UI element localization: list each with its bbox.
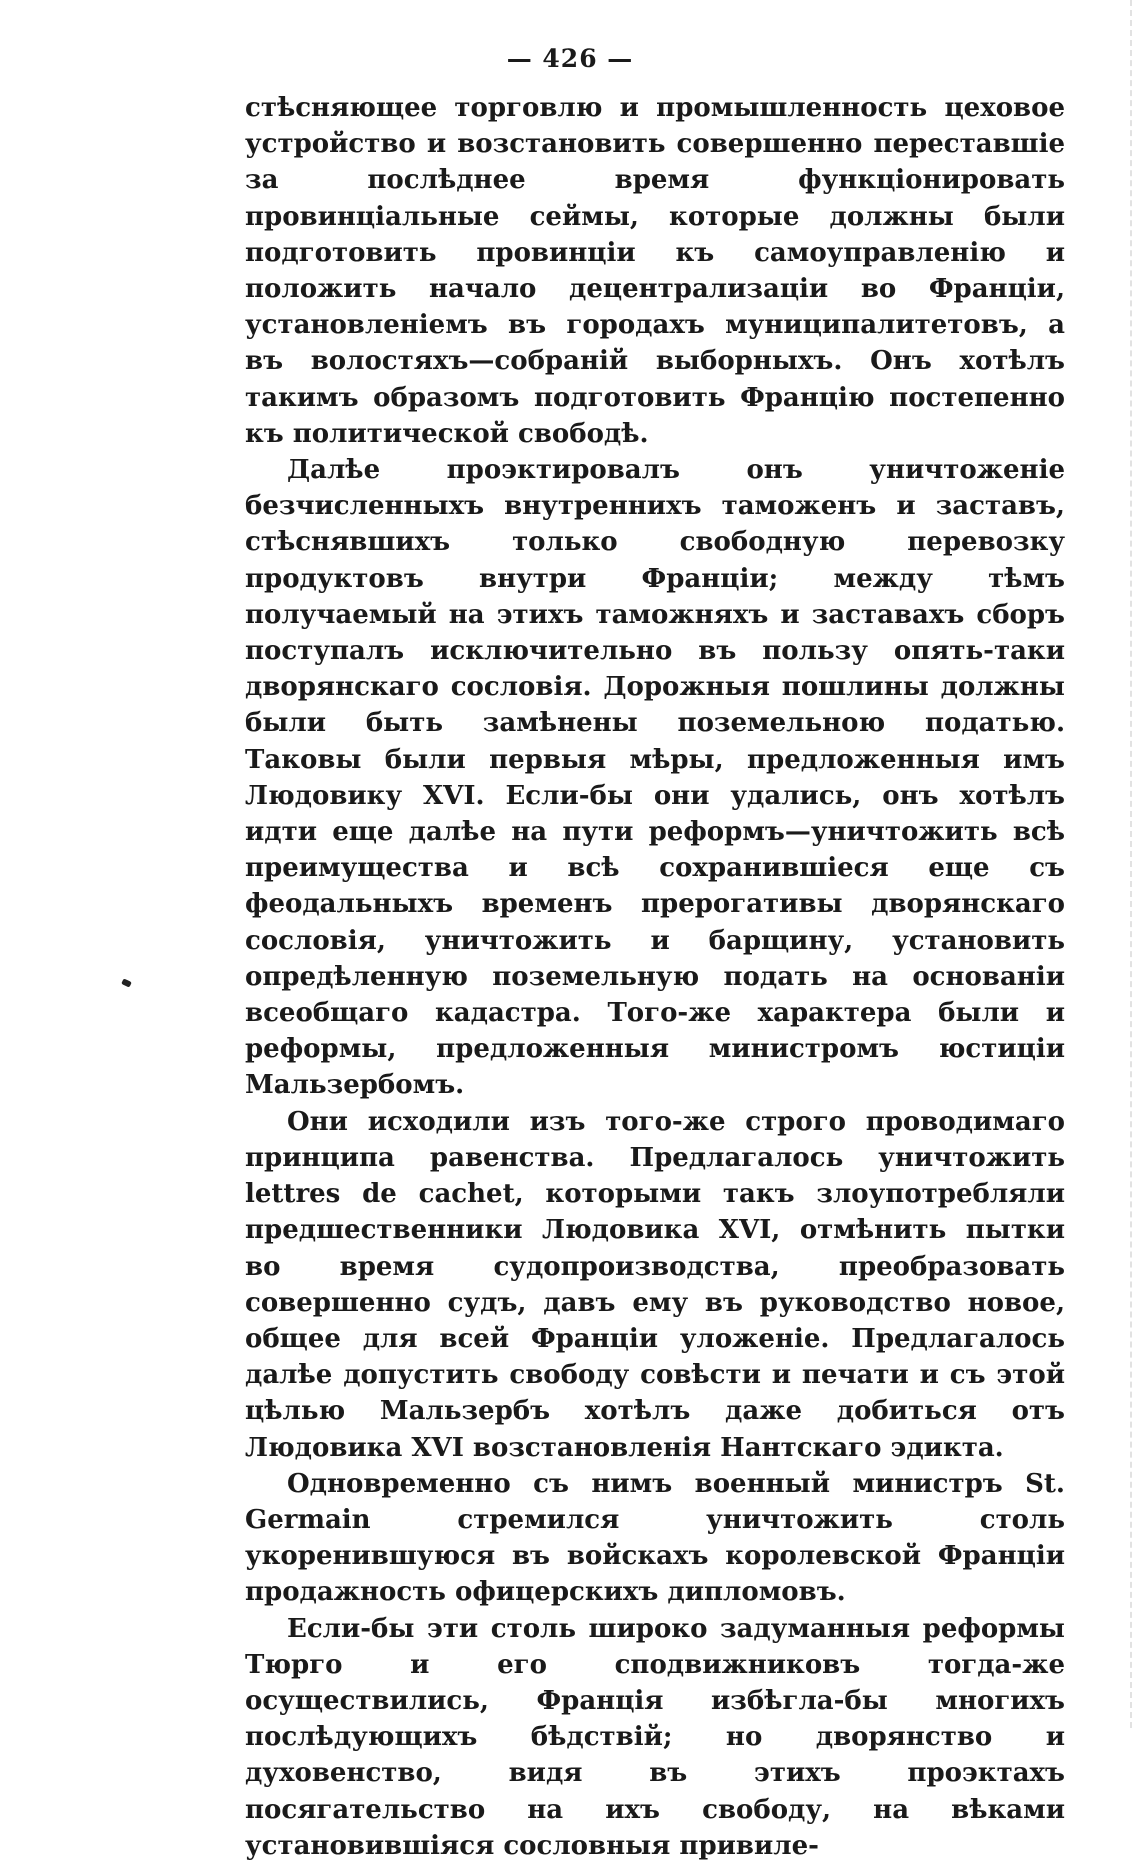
body-text: [245, 90, 1065, 1864]
paragraph-3: Они исходили изъ того-же строго проводимаго принципа равенства. Предлагалось уничтожить lettres de cachet, которыми такъ злоупотребляли предшественники Людовика XVI, отмѣнить пытки во время судопроизводства, преобразовать совершенно судъ, давъ ему въ руководство новое, общее для всей Франціи уложеніе. Предлагалось далѣе допустить свободу совѣсти и печати и съ этой цѣлью Мальзербъ хотѣлъ даже добиться отъ Людовика XVI возстановленія Нантскаго эдикта.: [245, 1106, 1065, 1463]
paragraph-1: стѣсняющее торговлю и промышленность цеховое устройство и возстановить совершенно переставшіе за послѣднее время функціонировать провинціальные сеймы, которые должны были подготовить провинціи къ самоуправленію и положить начало децентрализаціи во Франціи, установленіемъ въ городахъ муниципалитетовъ, а въ волостяхъ—собраній выборныхъ. Онъ хотѣлъ такимъ образомъ подготовить Францію постепенно къ политической свободѣ.: [245, 93, 1065, 449]
page-number: — 426 —: [506, 44, 634, 73]
paragraph-5: Если-бы эти столь широко задуманныя реформы Тюрго и его сподвижниковъ тогда-же осуществились, Франція избѣгла-бы многихъ послѣдующихъ бѣдствій; но дворянство и духовенство, видя въ этихъ проэктахъ посягательство на ихъ свободу, на вѣками установившіяся сословныя привиле-: [245, 1613, 1065, 1861]
paragraph-4: Одновременно съ нимъ военный министръ St. Germain стремился уничтожить столь укоренившуюся въ войскахъ королевской Франціи продажность офицерскихъ дипломовъ.: [245, 1468, 1065, 1608]
ink-speck-mark: [121, 978, 132, 987]
page-edge-line: [1130, 0, 1140, 1728]
paragraph-2: Далѣе проэктировалъ онъ уничтоженіе безчисленныхъ внутреннихъ таможенъ и заставъ, стѣснявшихъ только свободную перевозку продуктовъ внутри Франціи; между тѣмъ получаемый на этихъ таможняхъ и заставахъ сборъ поступалъ исключительно въ пользу опять-таки дворянскаго сословія. Дорожныя пошлины должны были быть замѣнены поземельною податью. Таковы были первыя мѣры, предложенныя имъ Людовику XVI. Если-бы они удались, онъ хотѣлъ идти еще далѣе на пути реформъ—уничтожить всѣ преимущества и всѣ сохранившіеся еще съ феодальныхъ временъ прерогативы дворянскаго сословія, уничтожить и барщину, установить опредѣленную поземельную подать на основаніи всеобщаго кадастра. Того-же характера были и реформы, предложенныя министромъ юстиціи Мальзербомъ.: [245, 455, 1065, 1101]
